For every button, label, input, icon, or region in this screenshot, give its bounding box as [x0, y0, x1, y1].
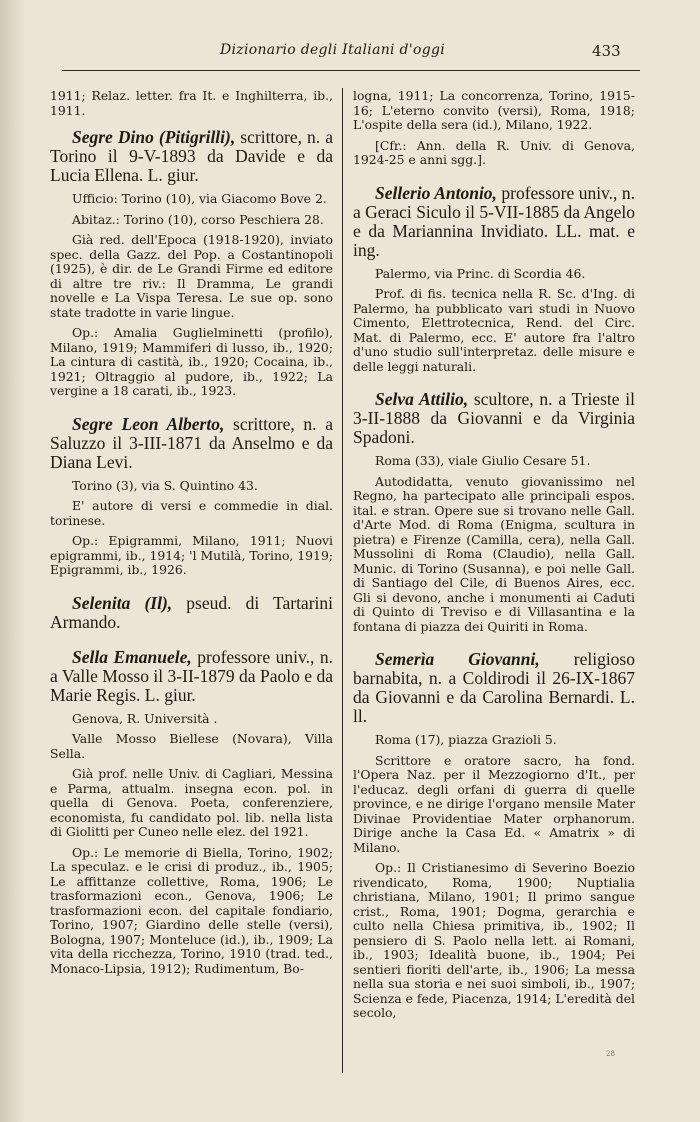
entry-selenita: [50, 594, 333, 632]
entry-works: Op.: Epigrammi, Milano, 1911; Nuovi epigrammi, ib., 1914; 'l Mutilà, Torino, 1919; Epigrammi, ib., 1926.: [50, 533, 333, 577]
entry-heading: [50, 594, 333, 632]
entry-name: Sella Emanuele,: [72, 646, 192, 667]
entry-address: Roma (33), viale Giulio Cesare 51.: [375, 453, 591, 468]
entry-heading: [353, 184, 635, 260]
column-divider: [342, 88, 343, 1073]
entry-works: Op.: Le memorie di Biella, Torino, 1902; La speculaz. e le crisi di produz., ib., 1905; Le affittanze collettive, Roma, 1906; Le trasformazioni econ., Genova, 1906; Le trasformazioni econ. del capitale fondiario, Torino, 1907; Giardino delle stelle (versi), Bologna, 1907; Monteluce (id.), ib., 1909; La vita della ricchezza, Torino, 1910 (trad. ted., Monaco-Lipsia, 1912); Rudimentum, Bo-: [50, 844, 333, 976]
entry-semeria: [353, 650, 635, 1021]
entry-biography: Prof. di fis. tecnica nella R. Sc. d'Ing. di Palermo, ha pubblicato vari studi in Nuovo Cimento, Elettrotecnica, Rend. del Circ. Mat. di Palermo, ecc. E' autore fra l'altro d'uno studio sull'interpretaz. delle misure e delle leggi naturali.: [353, 286, 635, 374]
page-number: 433: [592, 42, 621, 60]
running-header-title: Dizionario degli Italiani d'oggi: [220, 42, 445, 58]
entry-works: Op.: Il Cristianesimo di Severino Boezio rivendicato, Roma, 1900; Nuptialia christiana, Milano, 1901; Il primo sangue crist., Roma, 1901; Dogma, gerarchia e culto nella Chiesa primitiva, ib., 1902; Il pensiero di S. Paolo nella lett. ai Romani, ib., 1903; Idealità buone, ib., 1904; Pei sentieri fioriti dell'arte, ib., 1906; La messa nella sua storia e nei suoi simboli, ib., 1907; Scienza e fede, Piacenza, 1914; L'eredità del secolo,: [353, 860, 635, 1020]
continued-text: 1911; Relaz. letter. fra It. e Inghilterra, ib., 1911.: [50, 88, 333, 118]
entry-heading-text: religioso barnabita, n. a Coldirodi il 26-IX-1867 da Giovanni e da Carolina Bernardi. L. ll.: [353, 649, 635, 726]
entry-name: Selenita (Il),: [72, 592, 173, 613]
entry-biography: Già red. dell'Epoca (1918-1920), inviato spec. della Gazz. del Pop. a Costantinopoli (1925), è dir. de Le Grandi Firme ed editore di altre tre riv.: Il Dramma, Le grandi novelle e La Vispa Teresa. Le sue op. sono state tradotte in varie lingue.: [50, 232, 333, 320]
entry-heading: [50, 415, 333, 472]
entry-biography: Autodidatta, venuto giovanissimo nel Regno, ha partecipato alle principali espos. ital. e stran. Opere sue si trovano nelle Gall. d'Arte Mod. di Roma (Enigma, scultura in pietra) e Firenze (Camilla, cera), nella Gall. Mussolini di Roma (Claudio), nella Gall. Munic. di Torino (Susanna), e poi nelle Gall. di Santiago del Cile, di Buenos Aires, ecc. Gli si devono, anche i monumenti ai Caduti di Quinto di Treviso e di Villasantina e la fontana di piazza dei Quiriti in Roma.: [353, 473, 635, 634]
entry-segre-dino: [50, 128, 333, 399]
entry-heading: [50, 128, 333, 185]
entry-heading: [353, 650, 635, 726]
entry-address: Torino (3), via S. Quintino 43.: [72, 477, 258, 493]
entry-sella: [50, 648, 333, 977]
entry-address: Valle Mosso Biellese (Novara), Villa Sella.: [50, 731, 333, 761]
header-rule: [62, 70, 640, 71]
continued-text: logna, 1911; La concorrenza, Torino, 1915-16; L'eterno convito (versi), Roma, 1918; L'ospite della sera (id.), Milano, 1922.: [353, 88, 635, 132]
entry-name: Sellerio Antonio,: [375, 182, 497, 203]
entry-heading-text: scultore, n. a Trieste il 3-II-1888 da Giovanni e da Virginia Spadoni.: [353, 389, 636, 447]
entry-heading: [50, 648, 333, 705]
entry-address: Genova, R. Università .: [72, 710, 218, 726]
entry-name: Segre Leon Alberto,: [72, 413, 225, 434]
entry-biography: E' autore di versi e commedie in dial. torinese.: [50, 498, 333, 528]
entry-sellerio: [353, 184, 635, 375]
page-edge-shadow: [0, 0, 26, 1122]
entry-address: Palermo, via Princ. di Scordia 46.: [375, 265, 586, 281]
entry-heading-text: pseud. di Tartarini Armando.: [50, 592, 334, 632]
entry-biography: Già prof. nelle Univ. di Cagliari, Messina e Parma, attualm. insegna econ. pol. in quella di Genova. Poeta, conferenziere, economista, fu candidato pol. lib. nella lista di Giolitti per Cuneo nelle elez. del 1921.: [50, 766, 333, 839]
entry-selva: [353, 390, 635, 634]
entry-name: Selva Attilio,: [375, 389, 469, 409]
entry-name: Segre Dino (Pitigrilli),: [72, 127, 236, 147]
entry-home-address: Abitaz.: Torino (10), corso Peschiera 28.: [72, 211, 324, 227]
entry-heading-text: scrittore, n. a Saluzzo il 3-III-1871 da Anselmo e da Diana Levi.: [50, 413, 334, 472]
entry-heading-text: scrittore, n. a Torino il 9-V-1893 da Davide e da Lucia Ellena. L. giur.: [50, 127, 334, 185]
reference-note: [Cfr.: Ann. della R. Univ. di Genova, 1924-25 e anni sgg.].: [353, 137, 635, 167]
left-column: [50, 89, 333, 976]
entry-name: Semerìa Giovanni,: [375, 649, 540, 669]
entry-heading-text: professore univ., n. a Valle Mosso il 3-II-1879 da Paolo e da Marie Regis. L. giur.: [50, 646, 333, 705]
entry-office-address: Ufficio: Torino (10), via Giacomo Bove 2.: [72, 191, 327, 206]
entry-heading: [353, 390, 635, 447]
entry-biography: Scrittore e oratore sacro, ha fond. l'Opera Naz. per il Mezzogiorno d'It., per l'educaz. degli orfani di guerra di quelle province, e ne dirige l'organo mensile Mater Divinae Providentiae Mater orphanorum. Dirige anche la Casa Ed. « Amatrix » di Milano.: [353, 752, 635, 855]
footer-mark: 28: [606, 1050, 615, 1058]
right-column: [353, 89, 635, 1021]
entry-address: Roma (17), piazza Grazioli 5.: [375, 732, 557, 747]
entry-heading-text: professore univ., n. a Geraci Siculo il 5-VII-1885 da Angelo e da Mariannina Invidiato. LL. mat. e ing.: [353, 182, 635, 260]
entry-works: Op.: Amalia Guglielminetti (profilo), Milano, 1919; Mammiferi di lusso, ib., 1920; La cintura di castità, ib., 1920; Cocaina, ib., 1921; Oltraggio al pudore, ib., 1922; La vergine a 18 carati, ib., 1923.: [50, 325, 333, 398]
entry-segre-leon: [50, 415, 333, 578]
